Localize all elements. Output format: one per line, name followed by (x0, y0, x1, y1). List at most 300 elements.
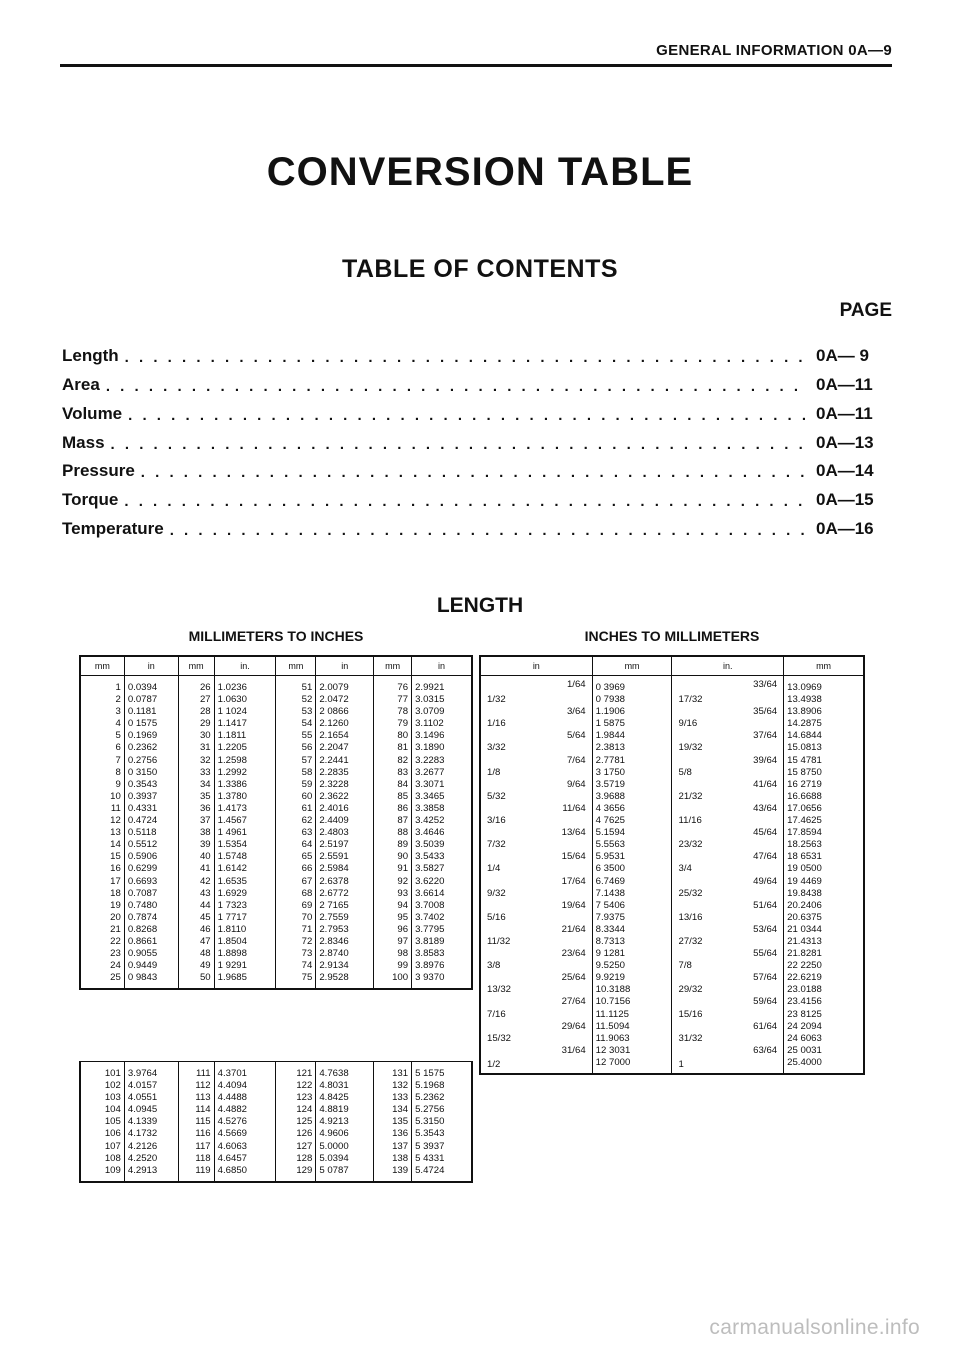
fraction-right: 11/64 (562, 802, 586, 814)
toc-entry-temperature[interactable] (62, 517, 894, 539)
page-title: CONVERSION TABLE (266, 150, 694, 194)
mm-cell: 6 3500 (592, 863, 672, 875)
table-row (81, 730, 472, 742)
mm-cell: 40 (178, 851, 214, 863)
fraction-cell (672, 730, 784, 742)
fraction-cell (481, 936, 593, 948)
mm-cell: 69 (276, 900, 316, 912)
mm-cell: 75 (276, 972, 316, 989)
inch-cell: 2.5197 (316, 839, 374, 851)
fraction-left: 1/4 (487, 863, 501, 875)
inch-cell: 3.4646 (412, 827, 472, 839)
mm-cell: 100 (374, 972, 412, 989)
mm-cell: 76 (374, 676, 412, 695)
mm-cell: 43 (178, 888, 214, 900)
mm-cell: 2.3813 (592, 742, 672, 754)
mm-cell: 15 (81, 851, 125, 863)
mm-cell: 14.2875 (784, 718, 864, 730)
fraction-cell (672, 767, 784, 779)
fraction-left: 3/16 (487, 815, 506, 827)
table-row (81, 706, 472, 718)
mm-cell: 22.6219 (784, 972, 864, 984)
fraction-cell (672, 863, 784, 875)
mm-to-in-title: MILLIMETERS TO INCHES (188, 628, 364, 644)
fraction-left: 23/32 (678, 839, 703, 851)
mm-to-in-header-row (81, 657, 472, 676)
mm-cell: 138 (374, 1153, 412, 1165)
mm-cell: 95 (374, 912, 412, 924)
mm-cell: 4 7625 (592, 815, 672, 827)
mm-cell: 6 (81, 742, 125, 754)
mm-cell: 7.1438 (592, 888, 672, 900)
mm-cell: 93 (374, 888, 412, 900)
table-row (81, 779, 472, 791)
inch-cell: 3.5827 (412, 863, 472, 875)
mm-cell: 66 (276, 863, 316, 875)
fraction-cell (481, 706, 593, 718)
fraction-cell (481, 827, 593, 839)
inch-cell: 1.1811 (214, 730, 276, 742)
fraction-right: 1/64 (566, 679, 586, 690)
inch-cell: 0.2756 (124, 755, 178, 767)
inch-cell: 2.5984 (316, 863, 374, 875)
mm-cell: 17.8594 (784, 827, 864, 839)
fraction-cell (672, 972, 784, 984)
mm-cell: 8.7313 (592, 936, 672, 948)
table-row (81, 791, 472, 803)
mm-cell: 92 (374, 876, 412, 888)
toc-entry-mass[interactable] (62, 431, 894, 453)
mm-cell: 8.3344 (592, 924, 672, 936)
fraction-right: 31/64 (561, 1044, 586, 1056)
fraction-cell (672, 1021, 784, 1033)
mm-cell: 133 (374, 1092, 412, 1104)
inch-cell: 5.2756 (412, 1104, 472, 1116)
fraction-cell (672, 676, 784, 695)
fraction-cell (481, 718, 593, 730)
inch-cell: 4.8819 (316, 1104, 374, 1116)
mm-cell: 56 (276, 742, 316, 754)
table-row (81, 839, 472, 851)
mm-cell: 98 (374, 948, 412, 960)
fraction-cell (481, 755, 593, 767)
inch-cell: 3.0709 (412, 706, 472, 718)
mm-cell: 18 6531 (784, 851, 864, 863)
mm-cell: 8 (81, 767, 125, 779)
mm-cell: 1.1906 (592, 706, 672, 718)
table-row (81, 1104, 472, 1116)
mm-cell: 0 3969 (592, 676, 672, 695)
inch-cell: 1 1024 (214, 706, 276, 718)
mm-cell: 17 (81, 876, 125, 888)
fraction-right: 63/64 (753, 1044, 778, 1056)
mm-cell: 85 (374, 791, 412, 803)
mm-cell: 36 (178, 803, 214, 815)
fraction-cell (481, 803, 593, 815)
table-row (481, 876, 864, 888)
mm-cell: 70 (276, 912, 316, 924)
mm-cell: 47 (178, 936, 214, 948)
mm-cell: 33 (178, 767, 214, 779)
mm-cell: 3 1750 (592, 767, 672, 779)
fraction-cell (672, 1033, 784, 1045)
fraction-cell (672, 936, 784, 948)
fraction-right: 29/64 (561, 1020, 586, 1032)
mm-cell: 35 (178, 791, 214, 803)
mm-cell: 103 (81, 1092, 125, 1104)
in-to-mm-body (481, 676, 864, 1074)
mm-cell: 30 (178, 730, 214, 742)
toc-entry-label: Temperature (62, 519, 164, 538)
fraction-left: 11/16 (678, 815, 702, 827)
inch-cell: 4.2913 (124, 1165, 178, 1182)
mm-cell: 78 (374, 706, 412, 718)
inch-cell: 1.2598 (214, 755, 276, 767)
inch-cell: 2 0866 (316, 706, 374, 718)
table-row (81, 900, 472, 912)
inch-cell: 2 7165 (316, 900, 374, 912)
fraction-cell (481, 1009, 593, 1021)
inch-cell: 1.0236 (214, 676, 276, 695)
fraction-cell (672, 815, 784, 827)
fraction-cell (481, 863, 593, 875)
mm-cell: 15 8750 (784, 767, 864, 779)
fraction-left: 27/32 (678, 935, 703, 947)
inch-cell: 1 7323 (214, 900, 276, 912)
mm-cell: 13.8906 (784, 706, 864, 718)
mm-cell: 10.3188 (592, 984, 672, 996)
mm-cell: 84 (374, 779, 412, 791)
fraction-left: 9/16 (678, 718, 698, 730)
table-row (81, 912, 472, 924)
mm-cell: 1.9844 (592, 730, 672, 742)
mm-cell: 24 6063 (784, 1033, 864, 1045)
inch-cell: 4.6457 (214, 1153, 276, 1165)
fraction-cell (672, 912, 784, 924)
fraction-left: 11/32 (487, 935, 511, 947)
inch-cell: 4.5276 (214, 1116, 276, 1128)
mm-cell: 101 (81, 1062, 125, 1080)
fraction-left: 31/32 (678, 1032, 703, 1044)
inch-cell: 2.2047 (316, 742, 374, 754)
inch-cell: 3.9764 (124, 1062, 178, 1080)
table-row (481, 948, 864, 960)
inch-cell: 0.8268 (124, 924, 178, 936)
inch-cell: 2.3622 (316, 791, 374, 803)
inch-cell: 2.3228 (316, 779, 374, 791)
table-row (481, 706, 864, 718)
mm-cell: 74 (276, 960, 316, 972)
mm-cell: 94 (374, 900, 412, 912)
table-row (81, 851, 472, 863)
table-row (481, 718, 864, 730)
inch-cell: 4.8425 (316, 1092, 374, 1104)
mm-cell: 5.1594 (592, 827, 672, 839)
fraction-cell (481, 779, 593, 791)
mm-cell: 24 2094 (784, 1021, 864, 1033)
inch-cell: 1.6142 (214, 863, 276, 875)
mm-cell: 134 (374, 1104, 412, 1116)
table-row (481, 1009, 864, 1021)
mm-cell: 49 (178, 960, 214, 972)
inch-cell: 4.1732 (124, 1128, 178, 1140)
fraction-cell (672, 779, 784, 791)
fraction-cell (481, 900, 593, 912)
column-header: in (124, 657, 178, 676)
inch-cell: 3.3465 (412, 791, 472, 803)
mm-cell: 116 (178, 1128, 214, 1140)
fraction-cell (672, 1045, 784, 1057)
mm-cell: 96 (374, 924, 412, 936)
table-row (81, 742, 472, 754)
toc-entry-page: 0A—11 (816, 375, 873, 394)
inch-cell: 1.8898 (214, 948, 276, 960)
fraction-right: 59/64 (753, 996, 778, 1008)
mm-cell: 19 4469 (784, 876, 864, 888)
table-row (81, 676, 472, 695)
table-row (481, 815, 864, 827)
toc-entry-torque[interactable] (62, 488, 894, 510)
toc-page-label: PAGE (839, 300, 892, 321)
toc-entry-volume[interactable] (62, 402, 894, 424)
inch-cell: 4.0551 (124, 1092, 178, 1104)
fraction-cell (672, 1057, 784, 1074)
mm-cell: 129 (276, 1165, 316, 1182)
fraction-cell (481, 676, 593, 695)
fraction-left: 1/32 (487, 694, 506, 706)
inch-cell: 3.0315 (412, 694, 472, 706)
inch-cell: 2.1260 (316, 718, 374, 730)
inch-cell: 2.7953 (316, 924, 374, 936)
fraction-right: 41/64 (753, 778, 778, 790)
mm-cell: 80 (374, 730, 412, 742)
mm-cell: 11.1125 (592, 1009, 672, 1021)
fraction-left: 3/32 (487, 742, 506, 754)
fraction-right: 53/64 (753, 923, 778, 935)
mm-cell: 17.0656 (784, 803, 864, 815)
inch-cell: 2.7559 (316, 912, 374, 924)
fraction-cell (481, 1045, 593, 1057)
fraction-cell (481, 1021, 593, 1033)
table-row (481, 676, 864, 695)
mm-cell: 67 (276, 876, 316, 888)
fraction-cell (481, 948, 593, 960)
fraction-right: 27/64 (561, 996, 586, 1008)
fraction-left: 13/16 (678, 911, 703, 923)
toc-entry-pressure[interactable] (62, 459, 894, 481)
mm-cell: 108 (81, 1153, 125, 1165)
inch-cell: 3.8976 (412, 960, 472, 972)
fraction-cell (481, 972, 593, 984)
inch-cell: 4.2126 (124, 1141, 178, 1153)
table-row (481, 972, 864, 984)
mm-cell: 17.4625 (784, 815, 864, 827)
mm-cell: 112 (178, 1080, 214, 1092)
inch-cell: 5 1575 (412, 1062, 472, 1080)
mm-cell: 37 (178, 815, 214, 827)
mm-cell: 18.2563 (784, 839, 864, 851)
mm-cell: 53 (276, 706, 316, 718)
mm-cell: 125 (276, 1116, 316, 1128)
inch-cell: 4.4094 (214, 1080, 276, 1092)
toc-title: TABLE OF CONTENTS (341, 255, 619, 283)
fraction-cell (481, 839, 593, 851)
mm-cell: 81 (374, 742, 412, 754)
mm-cell: 23 8125 (784, 1009, 864, 1021)
inch-cell: 2.8346 (316, 936, 374, 948)
mm-cell: 119 (178, 1165, 214, 1182)
fraction-right: 49/64 (753, 875, 778, 887)
mm-cell: 9.5250 (592, 960, 672, 972)
mm-cell: 26 (178, 676, 214, 695)
inch-cell: 5 3937 (412, 1141, 472, 1153)
inch-cell: 3 9370 (412, 972, 472, 989)
table-row (81, 876, 472, 888)
inch-cell: 4.3701 (214, 1062, 276, 1080)
table-row (481, 827, 864, 839)
table-row (81, 694, 472, 706)
inch-cell: 3.2283 (412, 755, 472, 767)
page-header (60, 42, 892, 66)
fraction-right: 35/64 (753, 706, 778, 718)
fraction-left: 7/16 (487, 1008, 506, 1020)
column-header: mm (81, 657, 125, 676)
mm-cell: 18 (81, 888, 125, 900)
mm-cell: 19.8438 (784, 888, 864, 900)
inch-cell: 1.1417 (214, 718, 276, 730)
table-row (81, 1092, 472, 1104)
inch-cell: 5.2362 (412, 1092, 472, 1104)
fraction-left: 1/2 (487, 1058, 501, 1070)
toc-entry-page: 0A—16 (816, 519, 874, 538)
inch-cell: 5.0394 (316, 1153, 374, 1165)
fraction-cell (481, 791, 593, 803)
mm-cell: 64 (276, 839, 316, 851)
toc-entry-label: Torque (62, 490, 119, 509)
toc-entry-area[interactable] (62, 373, 894, 395)
column-header: mm (784, 657, 864, 676)
fraction-cell (481, 1057, 593, 1074)
mm-cell: 13.4938 (784, 694, 864, 706)
mm-cell: 21 0344 (784, 924, 864, 936)
table-row (81, 1165, 472, 1182)
inch-cell: 3.8189 (412, 936, 472, 948)
table-row (481, 996, 864, 1008)
inch-cell: 3.5433 (412, 851, 472, 863)
mm-cell: 20 (81, 912, 125, 924)
inch-cell: 2.2835 (316, 767, 374, 779)
table-row (481, 936, 864, 948)
fraction-right: 55/64 (753, 948, 778, 960)
table-row (481, 694, 864, 706)
inch-cell: 5.3150 (412, 1116, 472, 1128)
inch-cell: 1.6535 (214, 876, 276, 888)
mm-cell: 45 (178, 912, 214, 924)
mm-cell: 13 (81, 827, 125, 839)
toc-leader-dots (128, 407, 806, 424)
table-row (81, 1116, 472, 1128)
inch-cell: 5 4331 (412, 1153, 472, 1165)
fraction-cell (672, 960, 784, 972)
mm-cell: 111 (178, 1062, 214, 1080)
mm-cell: 13.0969 (784, 676, 864, 695)
fraction-right: 39/64 (753, 754, 778, 766)
inch-cell: 5.1968 (412, 1080, 472, 1092)
inch-cell: 3.6614 (412, 888, 472, 900)
inch-cell: 4.8031 (316, 1080, 374, 1092)
fraction-cell (672, 742, 784, 754)
inch-cell: 3.3071 (412, 779, 472, 791)
mm-cell: 31 (178, 742, 214, 754)
fraction-cell (481, 742, 593, 754)
table-row (481, 851, 864, 863)
fraction-right: 43/64 (753, 802, 778, 814)
inch-cell: 3.7402 (412, 912, 472, 924)
table-row (481, 791, 864, 803)
mm-cell: 68 (276, 888, 316, 900)
table-row (481, 1057, 864, 1074)
mm-cell: 72 (276, 936, 316, 948)
mm-cell: 14 (81, 839, 125, 851)
inch-cell: 0.7480 (124, 900, 178, 912)
fraction-cell (672, 924, 784, 936)
mm-cell: 91 (374, 863, 412, 875)
mm-cell: 50 (178, 972, 214, 989)
column-header: in. (672, 657, 784, 676)
inch-cell: 1.9685 (214, 972, 276, 989)
mm-cell: 20.6375 (784, 912, 864, 924)
fraction-left: 17/32 (678, 694, 703, 706)
inch-cell: 1.5354 (214, 839, 276, 851)
fraction-cell (672, 694, 784, 706)
mm-cell: 59 (276, 779, 316, 791)
table-row (481, 803, 864, 815)
inch-cell: 2.4016 (316, 803, 374, 815)
mm-cell: 52 (276, 694, 316, 706)
mm-cell: 137 (374, 1141, 412, 1153)
fraction-cell (481, 851, 593, 863)
mm-cell: 55 (276, 730, 316, 742)
table-row (81, 948, 472, 960)
fraction-cell (481, 984, 593, 996)
toc-leader-dots (124, 493, 806, 510)
inch-cell: 4.0945 (124, 1104, 178, 1116)
inch-cell: 2.5591 (316, 851, 374, 863)
table-row (481, 755, 864, 767)
mm-cell: 115 (178, 1116, 214, 1128)
fraction-cell (672, 948, 784, 960)
mm-cell: 16 2719 (784, 779, 864, 791)
inch-cell: 1.2992 (214, 767, 276, 779)
mm-cell: 128 (276, 1153, 316, 1165)
header-text: GENERAL INFORMATION 0A—9 (656, 42, 892, 59)
fraction-right: 25/64 (561, 972, 586, 984)
mm-cell: 15.0813 (784, 742, 864, 754)
mm-cell: 122 (276, 1080, 316, 1092)
mm-cell: 77 (374, 694, 412, 706)
inch-cell: 3.6220 (412, 876, 472, 888)
mm-cell: 20.2406 (784, 900, 864, 912)
inch-cell: 2.9134 (316, 960, 374, 972)
mm-cell: 21 (81, 924, 125, 936)
table-row (81, 1141, 472, 1153)
toc-entry-length[interactable] (62, 344, 894, 366)
table-row (481, 912, 864, 924)
table-row (481, 742, 864, 754)
table-row (81, 767, 472, 779)
inch-cell: 0.0394 (124, 676, 178, 695)
inch-cell: 3.8583 (412, 948, 472, 960)
